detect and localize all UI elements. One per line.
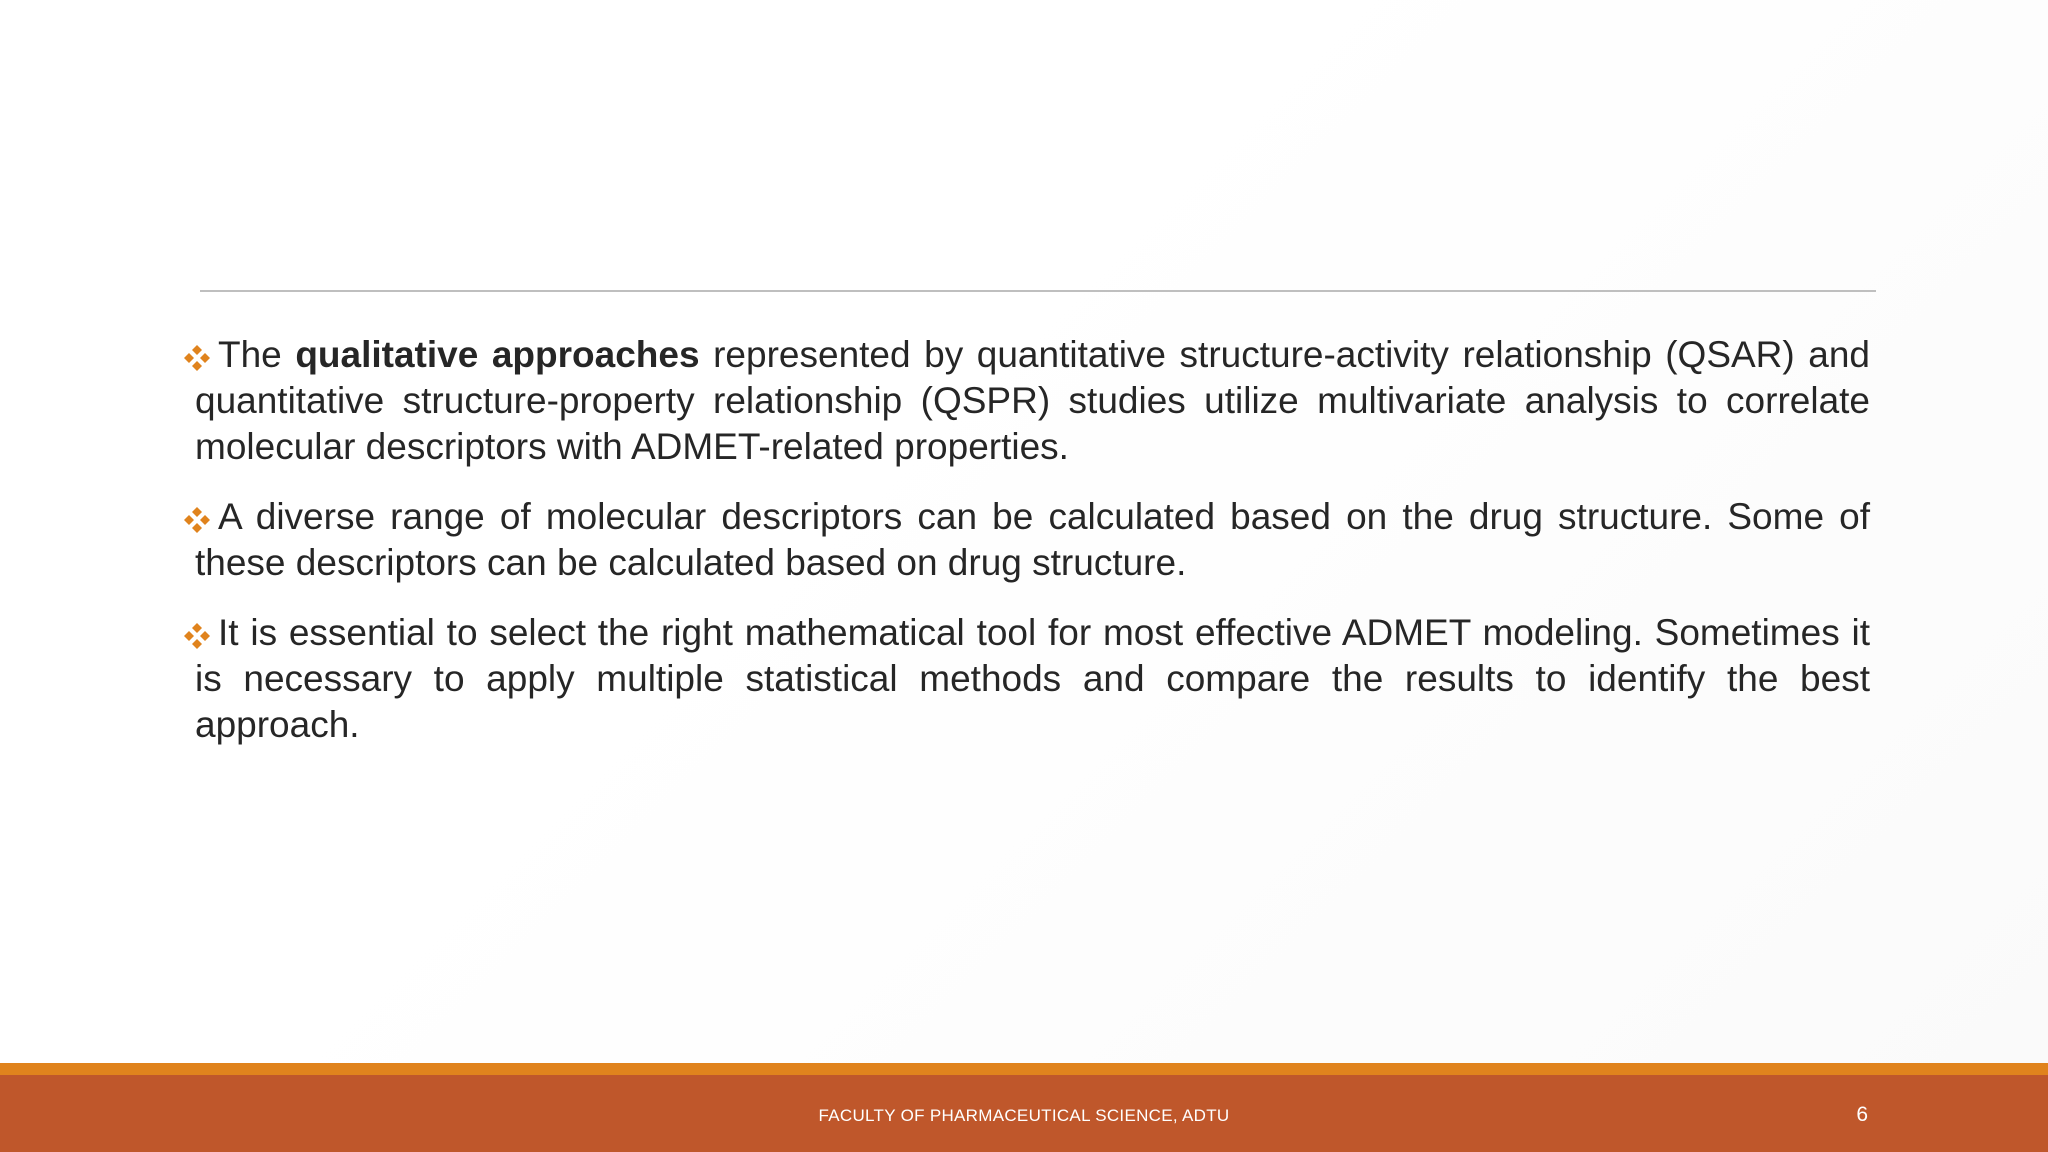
slide-body	[180, 332, 1870, 772]
bullet-text: The qualitative approaches represented by quantitative structure-activity relationship (QSAR) and quantitative structure-property relationship (QSPR) studies utilize multivariate analysis to correlate molecular descriptors with ADMET-related properties.	[195, 334, 1871, 467]
diamond-cluster-icon	[180, 506, 214, 536]
bold-term: qualitative approaches	[295, 334, 700, 375]
bullet-item	[180, 610, 1870, 748]
footer-text: FACULTY OF PHARMACEUTICAL SCIENCE, ADTU	[818, 1106, 1230, 1125]
diamond-cluster-icon	[180, 344, 214, 374]
bullet-text: A diverse range of molecular descriptors can be calculated based on the drug structure. Some of these descriptors can be calculated based on drug structure.	[195, 496, 1870, 583]
title-divider	[200, 290, 1876, 292]
diamond-cluster-icon	[180, 622, 214, 652]
bullet-item	[180, 494, 1870, 586]
page-number: 6	[1856, 1103, 1868, 1126]
footer-accent-stripe	[0, 1063, 2048, 1075]
bullet-item	[180, 332, 1870, 470]
bullet-text: It is essential to select the right mathematical tool for most effective ADMET modeling. Sometimes it is necessary to apply multiple statistical methods and compare the results to identify the best approach.	[195, 612, 1870, 745]
